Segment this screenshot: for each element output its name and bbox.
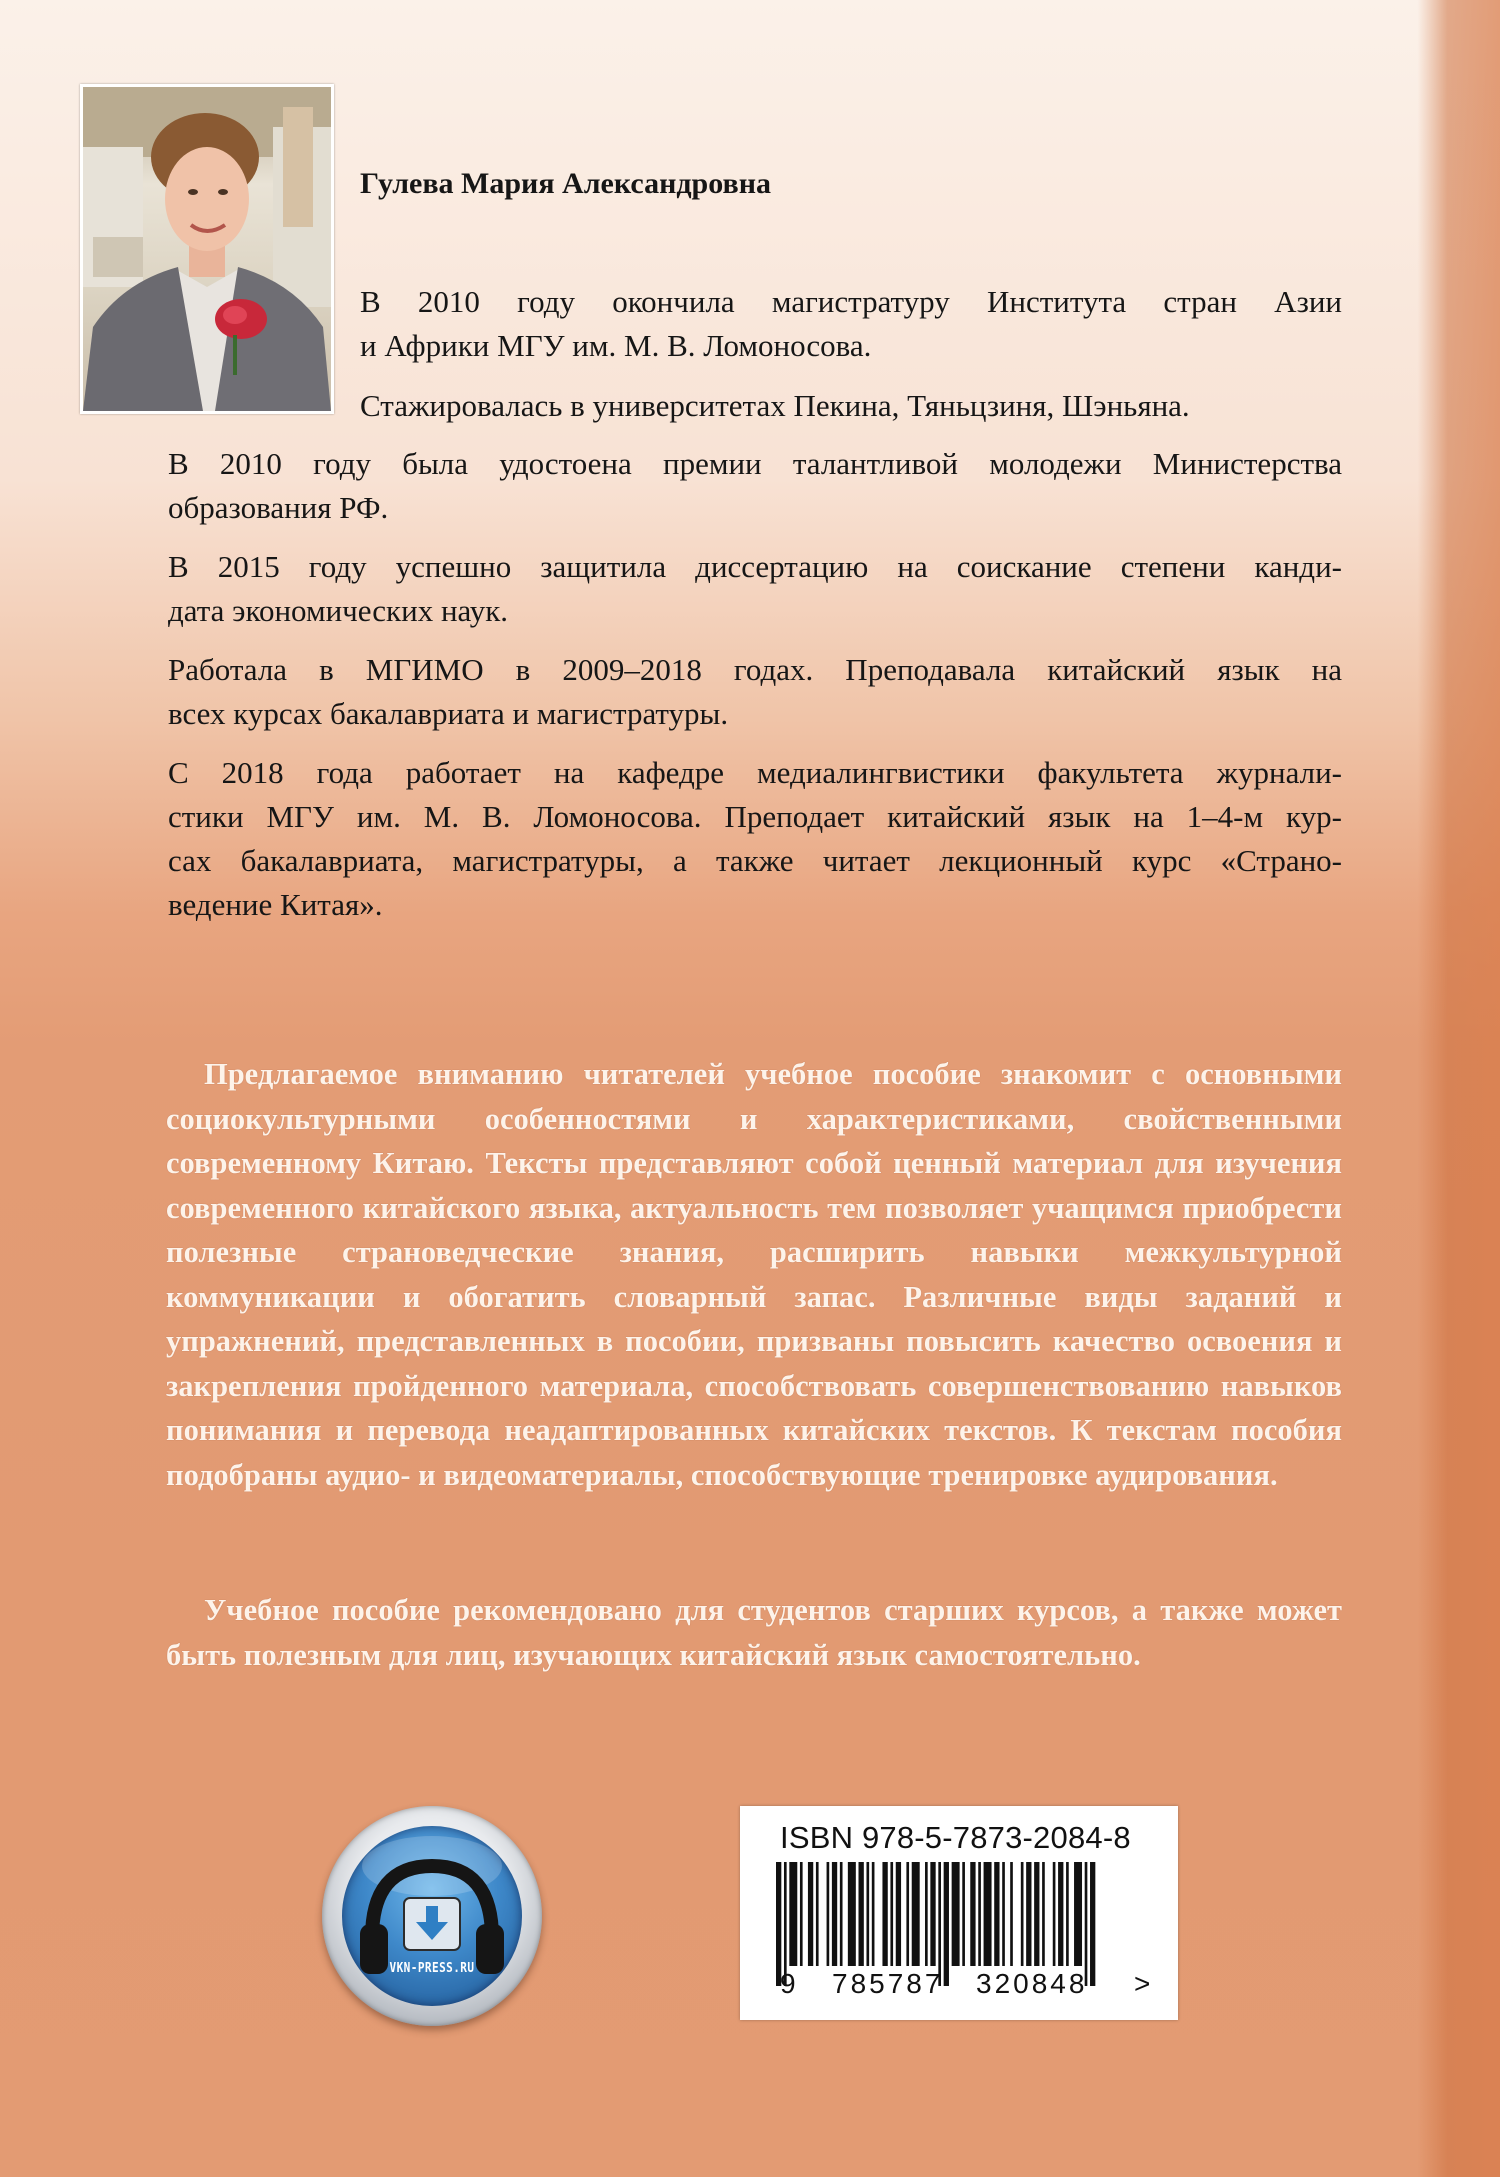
bio-line: Работала в МГИМО в 2009–2018 годах. Преподавала китайский язык на xyxy=(168,652,1342,687)
bio-line: С 2018 года работает на кафедре медиалингвистики факультета журнали- xyxy=(168,755,1342,790)
bio-paragraph xyxy=(168,545,1342,633)
annotation-paragraph xyxy=(166,1588,1342,1677)
annotation-text: Учебное пособие рекомендовано для студентов старших курсов, а также может быть полезным для лиц, изучающих китайский язык самостоятельно. xyxy=(166,1593,1342,1672)
bio-paragraph xyxy=(168,442,1342,530)
bio-line: сах бакалавриата, магистратуры, а также читает лекционный курс «Страно- xyxy=(168,843,1342,878)
barcode-digit-group: 320848 xyxy=(976,1968,1088,1999)
bio-paragraph xyxy=(168,751,1342,927)
bio-paragraph xyxy=(360,384,1342,428)
bio-line: и Африки МГУ им. М. В. Ломоносова. xyxy=(360,328,872,363)
author-name: Гулева Мария Александровна xyxy=(360,167,771,200)
audio-badge-label: VKN-PRESS.RU xyxy=(389,1961,475,1976)
bio-line: В 2010 году окончила магистратуру Института стран Азии xyxy=(360,284,1342,319)
bio-line: В 2010 году была удостоена премии талантливой молодежи Министерства xyxy=(168,446,1342,481)
audio-download-badge xyxy=(322,1806,542,2026)
bio-line: В 2015 году успешно защитила диссертацию на соискание степени канди- xyxy=(168,549,1342,584)
bio-line: дата экономических наук. xyxy=(168,593,509,628)
bio-line: стики МГУ им. М. В. Ломоносова. Преподает китайский язык на 1–4-м кур- xyxy=(168,799,1342,834)
isbn-number: ISBN 978-5-7873-2084-8 xyxy=(780,1820,1131,1855)
annotation-text: Предлагаемое вниманию читателей учебное пособие знакомит с основными социокультурными особенностями и характеристиками, свойственными современному Китаю. Тексты представляют собой ценный материал для изучения современного китайского языка, актуальность тем позволяет учащимся приобрести полезные страноведческие знания, расширить навыки межкультурной коммуникации и обогатить словарный запас. Различные виды заданий и упражнений, представленных в пособии, призваны повысить качество освоения и закрепления пройденного материала, способствовать совершенствованию навыков понимания и перевода неадаптированных китайских текстов. К текстам пособия подобраны аудио- и видеоматериалы, способствующие тренировке аудирования. xyxy=(166,1057,1342,1492)
bio-paragraph xyxy=(360,280,1342,368)
barcode-lead-digit: 9 xyxy=(780,1968,796,1999)
barcode-end-mark: > xyxy=(1134,1968,1151,1999)
author-photo xyxy=(80,84,334,414)
bio-paragraph xyxy=(168,648,1342,736)
barcode-digit-group: 785787 xyxy=(832,1968,944,1999)
headphones-download-icon xyxy=(342,1826,522,2006)
isbn-barcode xyxy=(740,1806,1178,2020)
author-portrait-image xyxy=(83,87,331,411)
bio-line: образования РФ. xyxy=(168,490,389,525)
bio-line: ведение Китая». xyxy=(168,887,383,922)
audio-badge-inner xyxy=(342,1826,522,2006)
bio-line: всех курсах бакалавриата и магистратуры. xyxy=(168,696,729,731)
annotation-paragraph xyxy=(166,1052,1342,1497)
bio-line: Стажировалась в университетах Пекина, Тяньцзиня, Шэньяна. xyxy=(360,388,1190,423)
